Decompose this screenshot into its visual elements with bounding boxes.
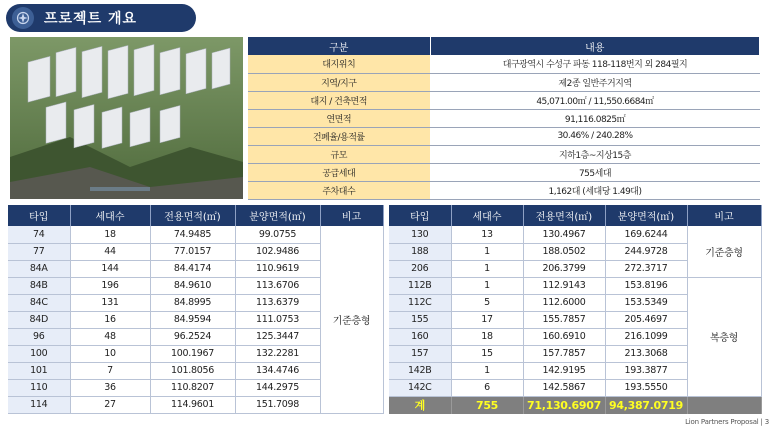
total-note — [687, 396, 761, 414]
type-cell: 130 — [389, 226, 451, 243]
unit-type-table-right — [389, 205, 762, 414]
type-cell: 188 — [389, 243, 451, 260]
units-cell: 1 — [451, 362, 523, 379]
sale-area-cell: 113.6379 — [235, 294, 320, 311]
info-value: 지하1층~지상15층 — [430, 145, 760, 163]
exclusive-area-cell: 157.7857 — [523, 345, 605, 362]
exclusive-area-cell: 100.1967 — [150, 345, 235, 362]
col-header-sale-area: 분양면적(㎡) — [605, 205, 687, 226]
sale-area-cell: 102.9486 — [235, 243, 320, 260]
exclusive-area-cell: 112.9143 — [523, 277, 605, 294]
sale-area-cell: 193.3877 — [605, 362, 687, 379]
col-header-type: 타입 — [389, 205, 451, 226]
col-header-units: 세대수 — [70, 205, 150, 226]
info-row — [248, 127, 760, 145]
type-cell: 142B — [389, 362, 451, 379]
col-header-exclusive-area: 전용면적(㎡) — [523, 205, 605, 226]
units-cell: 16 — [70, 311, 150, 328]
exclusive-area-cell: 74.9485 — [150, 226, 235, 243]
exclusive-area-cell: 160.6910 — [523, 328, 605, 345]
complex-aerial-render — [10, 37, 243, 199]
info-key: 주차대수 — [248, 181, 430, 199]
total-row — [389, 396, 761, 414]
info-key: 규모 — [248, 145, 430, 163]
type-cell: 114 — [8, 396, 70, 413]
units-cell: 48 — [70, 328, 150, 345]
note-cell: 기준층형 — [320, 226, 383, 413]
sale-area-cell: 113.6706 — [235, 277, 320, 294]
info-key: 공급세대 — [248, 163, 430, 181]
type-cell: 206 — [389, 260, 451, 277]
total-exclusive-area: 71,130.6907 — [523, 396, 605, 414]
type-cell: 96 — [8, 328, 70, 345]
type-cell: 84B — [8, 277, 70, 294]
note-cell: 복층형 — [687, 277, 761, 396]
units-cell: 44 — [70, 243, 150, 260]
info-row — [248, 145, 760, 163]
sale-area-cell: 153.8196 — [605, 277, 687, 294]
exclusive-area-cell: 101.8056 — [150, 362, 235, 379]
units-cell: 18 — [451, 328, 523, 345]
sale-area-cell: 132.2281 — [235, 345, 320, 362]
sale-area-cell: 213.3068 — [605, 345, 687, 362]
type-cell: 84D — [8, 311, 70, 328]
units-cell: 27 — [70, 396, 150, 413]
type-cell: 101 — [8, 362, 70, 379]
sale-area-cell: 169.6244 — [605, 226, 687, 243]
type-cell: 110 — [8, 379, 70, 396]
info-header-category: 구분 — [248, 37, 430, 55]
exclusive-area-cell: 114.9601 — [150, 396, 235, 413]
col-header-units: 세대수 — [451, 205, 523, 226]
sale-area-cell: 134.4746 — [235, 362, 320, 379]
info-value: 755세대 — [430, 163, 760, 181]
type-cell: 160 — [389, 328, 451, 345]
info-value: 91,116.0825㎡ — [430, 109, 760, 127]
units-cell: 131 — [70, 294, 150, 311]
units-cell: 144 — [70, 260, 150, 277]
info-header-content: 내용 — [430, 37, 760, 55]
info-value: 대구광역시 수성구 파동 118-118번지 외 284필지 — [430, 55, 760, 73]
sale-area-cell: 151.7098 — [235, 396, 320, 413]
type-cell: 112B — [389, 277, 451, 294]
exclusive-area-cell: 77.0157 — [150, 243, 235, 260]
units-cell: 196 — [70, 277, 150, 294]
units-cell: 1 — [451, 277, 523, 294]
info-key: 대지 / 건축면적 — [248, 91, 430, 109]
info-key: 건폐율/용적률 — [248, 127, 430, 145]
sale-area-cell: 193.5550 — [605, 379, 687, 396]
sale-area-cell: 110.9619 — [235, 260, 320, 277]
units-cell: 17 — [451, 311, 523, 328]
table-row — [8, 226, 383, 243]
info-value: 30.46% / 240.28% — [430, 127, 760, 145]
page-title: 프로젝트 개요 — [44, 11, 138, 27]
exclusive-area-cell: 84.9594 — [150, 311, 235, 328]
unit-type-table-left — [8, 205, 384, 414]
sale-area-cell: 144.2975 — [235, 379, 320, 396]
units-cell: 10 — [70, 345, 150, 362]
exclusive-area-cell: 112.6000 — [523, 294, 605, 311]
exclusive-area-cell: 84.8995 — [150, 294, 235, 311]
total-label: 계 — [389, 396, 451, 414]
units-cell: 1 — [451, 260, 523, 277]
info-row — [248, 109, 760, 127]
col-header-sale-area: 분양면적(㎡) — [235, 205, 320, 226]
units-cell: 18 — [70, 226, 150, 243]
total-units: 755 — [451, 396, 523, 414]
col-header-type: 타입 — [8, 205, 70, 226]
info-row — [248, 91, 760, 109]
type-cell: 112C — [389, 294, 451, 311]
units-cell: 36 — [70, 379, 150, 396]
exclusive-area-cell: 142.9195 — [523, 362, 605, 379]
col-header-note: 비고 — [687, 205, 761, 226]
section-title-pill — [6, 4, 196, 32]
exclusive-area-cell: 96.2524 — [150, 328, 235, 345]
page-footer: Lion Partners Proposal | 3 — [685, 418, 769, 426]
info-key: 지역/지구 — [248, 73, 430, 91]
type-cell: 84C — [8, 294, 70, 311]
exclusive-area-cell: 142.5867 — [523, 379, 605, 396]
info-key: 연면적 — [248, 109, 430, 127]
type-cell: 155 — [389, 311, 451, 328]
project-info-table — [248, 37, 760, 200]
info-value: 제2종 일반주거지역 — [430, 73, 760, 91]
info-value: 45,071.00㎡ / 11,550.6684㎡ — [430, 91, 760, 109]
exclusive-area-cell: 130.4967 — [523, 226, 605, 243]
sale-area-cell: 272.3717 — [605, 260, 687, 277]
units-cell: 1 — [451, 243, 523, 260]
exclusive-area-cell: 206.3799 — [523, 260, 605, 277]
info-value: 1,162대 (세대당 1.49대) — [430, 181, 760, 199]
col-header-note: 비고 — [320, 205, 383, 226]
exclusive-area-cell: 110.8207 — [150, 379, 235, 396]
units-cell: 7 — [70, 362, 150, 379]
info-row — [248, 163, 760, 181]
exclusive-area-cell: 155.7857 — [523, 311, 605, 328]
total-sale-area: 94,387.0719 — [605, 396, 687, 414]
type-cell: 74 — [8, 226, 70, 243]
units-cell: 13 — [451, 226, 523, 243]
sale-area-cell: 205.4697 — [605, 311, 687, 328]
type-cell: 100 — [8, 345, 70, 362]
note-cell: 기준층형 — [687, 226, 761, 277]
info-row — [248, 55, 760, 73]
info-row — [248, 181, 760, 199]
exclusive-area-cell: 188.0502 — [523, 243, 605, 260]
sale-area-cell: 153.5349 — [605, 294, 687, 311]
table-row — [389, 226, 761, 243]
info-row — [248, 73, 760, 91]
sale-area-cell: 125.3447 — [235, 328, 320, 345]
table-row — [389, 277, 761, 294]
exclusive-area-cell: 84.4174 — [150, 260, 235, 277]
type-cell: 77 — [8, 243, 70, 260]
sale-area-cell: 244.9728 — [605, 243, 687, 260]
type-cell: 157 — [389, 345, 451, 362]
emblem-icon — [12, 7, 34, 29]
units-cell: 6 — [451, 379, 523, 396]
type-cell: 84A — [8, 260, 70, 277]
exclusive-area-cell: 84.9610 — [150, 277, 235, 294]
info-key: 대지위치 — [248, 55, 430, 73]
units-cell: 15 — [451, 345, 523, 362]
sale-area-cell: 99.0755 — [235, 226, 320, 243]
type-cell: 142C — [389, 379, 451, 396]
sale-area-cell: 216.1099 — [605, 328, 687, 345]
col-header-exclusive-area: 전용면적(㎡) — [150, 205, 235, 226]
sale-area-cell: 111.0753 — [235, 311, 320, 328]
units-cell: 5 — [451, 294, 523, 311]
